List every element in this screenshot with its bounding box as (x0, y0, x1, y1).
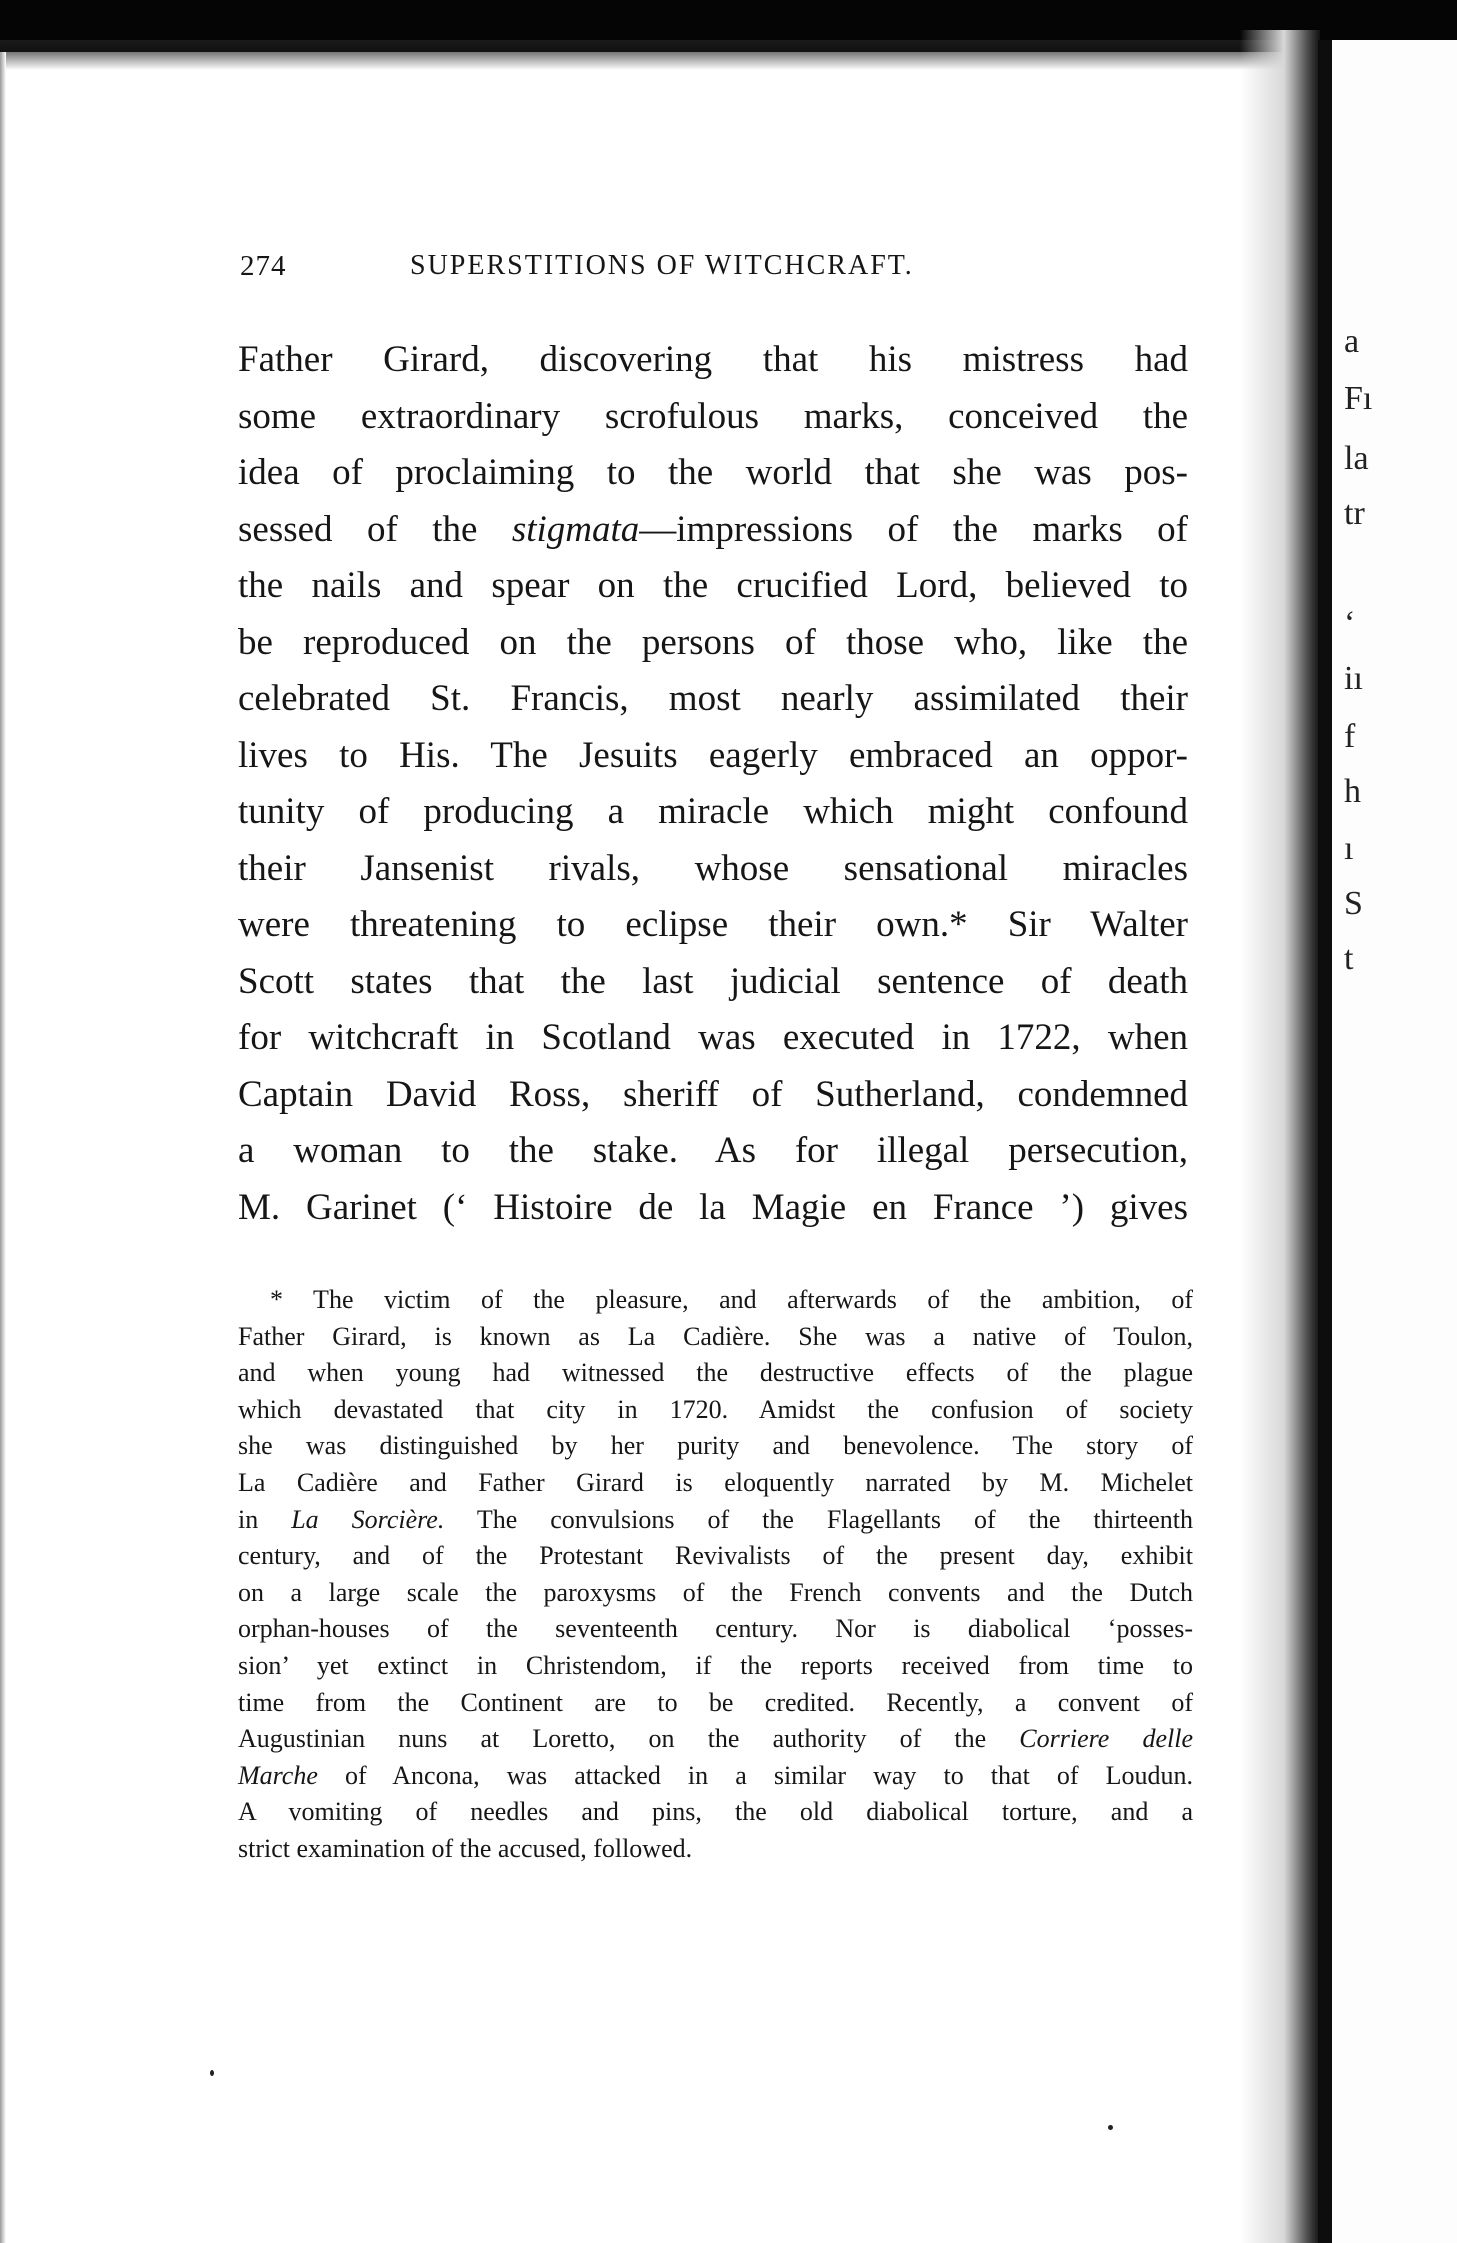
page-number: 274 (240, 250, 287, 282)
body-line: Father Girard, discovering that his mistress had (238, 339, 1188, 380)
body-line: be reproduced on the persons of those who, like the (238, 621, 1188, 663)
footnote-line: La Cadière and Father Girard is eloquently narrated by M. Michelet (238, 1467, 1193, 1497)
italic-term: stigmata (511, 508, 640, 550)
footnote-line: A vomiting of needles and pins, the old diabolical torture, and a (238, 1797, 1193, 1827)
body-line: sessed of the stigmata—impressions of the marks of (238, 508, 1188, 550)
body-line: M. Garinet (‘ Histoire de la Magie en France ’) gives (238, 1186, 1188, 1228)
footnote-line: Father Girard, is known as La Cadière. She was a native of Toulon, (238, 1321, 1193, 1351)
footnote-line: she was distinguished by her purity and benevolence. The story of (238, 1431, 1193, 1461)
scan-speck (210, 2070, 214, 2076)
italic-title: Corriere delle (1019, 1724, 1193, 1754)
footnote-line: in La Sorcière. The convulsions of the Flagellants of the thirteenth (238, 1504, 1193, 1534)
footnote-line: strict examination of the accused, followed. (238, 1833, 693, 1863)
facing-page-glyph: Fı (1344, 380, 1373, 417)
book-gutter-shadow (1240, 30, 1320, 2243)
facing-page-glyph: ‘ (1344, 605, 1356, 642)
facing-page-glyph: a (1344, 323, 1360, 360)
body-line: Captain David Ross, sheriff of Sutherland, condemned (238, 1073, 1188, 1115)
footnote-line: time from the Continent are to be credited. Recently, a convent of (238, 1687, 1193, 1717)
body-line: Scott states that the last judicial sentence of death (238, 960, 1188, 1002)
body-line: idea of proclaiming to the world that she was pos- (238, 452, 1188, 493)
body-line: the nails and spear on the crucified Lord, believed to (238, 565, 1188, 606)
scan-speck (1108, 2125, 1113, 2130)
running-head: SUPERSTITIONS OF WITCHCRAFT. (410, 250, 914, 281)
book-spine (1318, 40, 1332, 2243)
footnote-line: sion’ yet extinct in Christendom, if the reports received from time to (238, 1650, 1193, 1680)
footnote-line: * The victim of the pleasure, and afterwards of the ambition, of (270, 1285, 1193, 1314)
footnote-line: Marche of Ancona, was attacked in a similar way to that of Loudun. (238, 1760, 1193, 1790)
body-line: some extraordinary scrofulous marks, conceived the (238, 395, 1188, 437)
body-line: were threatening to eclipse their own.* Sir Walter (238, 904, 1188, 945)
body-line: for witchcraft in Scotland was executed in 1722, when (238, 1017, 1188, 1058)
footnote-line: orphan-houses of the seventeenth century. Nor is diabolical ‘posses- (238, 1614, 1193, 1644)
facing-page-glyph: la (1344, 440, 1369, 477)
facing-page-glyph: h (1344, 773, 1361, 810)
body-line: their Jansenist rivals, whose sensational miracles (238, 847, 1188, 889)
italic-title: Marche (238, 1760, 318, 1790)
footnote-line: century, and of the Protestant Revivalists of the present day, exhibit (238, 1541, 1193, 1571)
facing-page-glyph: iı (1344, 660, 1363, 697)
body-text (238, 332, 1188, 1236)
scan-top-shadow (0, 40, 1457, 70)
footnote-line: which devastated that city in 1720. Amidst the confusion of society (238, 1394, 1193, 1424)
body-line: tunity of producing a miracle which might confound (238, 791, 1188, 832)
facing-page-glyph: tr (1344, 495, 1365, 532)
body-line: lives to His. The Jesuits eagerly embraced an oppor- (238, 734, 1188, 776)
italic-title: La Sorcière. (291, 1504, 445, 1534)
body-line: a woman to the stake. As for illegal persecution, (238, 1130, 1188, 1171)
footnote (238, 1282, 1193, 1868)
facing-page-glyph: t (1344, 940, 1354, 977)
facing-page-glyph: f (1344, 718, 1356, 755)
footnote-line: on a large scale the paroxysms of the French convents and the Dutch (238, 1577, 1193, 1607)
footnote-line: Augustinian nuns at Loretto, on the authority of the Corriere delle (238, 1724, 1193, 1754)
facing-page-fragment (1332, 40, 1457, 2243)
facing-page-glyph: S (1344, 885, 1363, 922)
footnote-line: and when young had witnessed the destructive effects of the plague (238, 1358, 1193, 1388)
scan-left-edge (0, 52, 6, 2243)
body-line: celebrated St. Francis, most nearly assimilated their (238, 678, 1188, 719)
facing-page-glyph: ı (1344, 830, 1354, 867)
